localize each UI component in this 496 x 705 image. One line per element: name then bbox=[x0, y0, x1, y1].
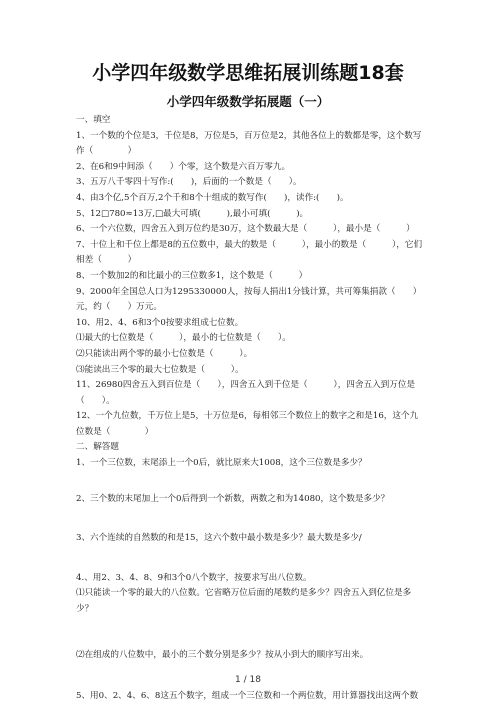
fill-question: 11、26980四舍五入到百位是（ ），四舍五入到千位是（ ），四舍五入到万位是（ ）。 bbox=[76, 380, 416, 406]
fill-question: 3、五万八千零四十写作:( )，后面的一个数是（ ）。 bbox=[76, 177, 302, 188]
fill-question: 4、由3个亿,5个百万,2个千和8个十组成的数写作( )，读作:( )。 bbox=[76, 192, 349, 203]
solve-subquestion: ⑴只能读一个零的最大的八位数。它省略万位后面的尾数约是多少？四舍五入到亿位是多少？ bbox=[76, 588, 412, 615]
answer-space bbox=[76, 507, 424, 531]
fill-question: 5、12□780≈13万,□最大可填( ),最小可填( )。 bbox=[76, 208, 309, 219]
section-heading-fill: 一、填空 bbox=[76, 115, 111, 125]
fill-subquestion: ⑴最大的七位数是（ ），最小的七位数是（ ）。 bbox=[76, 333, 291, 344]
answer-space bbox=[76, 472, 424, 492]
solve-question: 3、六个连续的自然数的和是15，这六个数中最小数是多少？最大数是多少/ bbox=[76, 533, 362, 544]
solve-subquestion: ⑵在组成的八位数中，最小的三个数分别是多少？按从小到大的顺序写出来。 bbox=[76, 649, 369, 660]
page-subtitle: 小学四年级数学拓展题（一） bbox=[166, 94, 330, 109]
fill-question: 12、一个九位数，千万位上是5，十万位是6，每相邻三个数位上的数字之和是16，这个九位数是（ ） bbox=[76, 411, 419, 437]
fill-question: 7、十位上和千位上都是8的五位数中，最大的数是（ ），最小的数是（ ），它们相差（ ） bbox=[76, 239, 423, 266]
answer-space bbox=[76, 618, 424, 648]
fill-question: 1、一个数的个位是3，千位是8，万位是5，百万位是2，其他各位上的数都是零，这个数写作（ ） bbox=[76, 130, 422, 157]
fill-question: 2、在6和9中间添（ ）个零，这个数是六百万零九。 bbox=[76, 161, 291, 172]
solve-question: 4.、用2、3、4、8、9和3个0八个数字，按要求写出八位数。 bbox=[76, 572, 312, 583]
page-number: 1 / 18 bbox=[235, 675, 261, 685]
solve-question: 1、一个三位数，末尾添上一个0后，就比原来大1008，这个三位数是多少？ bbox=[76, 458, 367, 469]
section-heading-solve: 二、解答题 bbox=[76, 442, 119, 453]
exercise-content bbox=[76, 113, 424, 705]
page-title: 小学四年级数学思维拓展训练题18套 bbox=[92, 62, 404, 84]
solve-question: 2、三个数的末尾加上一个0后得到一个新数，两数之和为14080，这个数是多少？ bbox=[76, 493, 390, 504]
answer-space bbox=[76, 547, 424, 571]
fill-question: 10、用2、4、6和3个0按要求组成七位数。 bbox=[76, 317, 244, 328]
fill-subquestion: ⑶能读出三个零的最大七位数是（ ）。 bbox=[76, 364, 244, 375]
fill-question: 9、2000年全国总人口为1295330000人，按每人捐出1分钱计算，共可筹集捐款（ ）元，约（ ）万元。 bbox=[76, 286, 422, 313]
fill-question: 6、一个六位数，四舍五入到万位约是30万，这个数最大是（ ），最小是（ ） bbox=[76, 224, 415, 235]
fill-question: 8、一个数加2的和比最小的三位数多1，这个数是（ ） bbox=[76, 270, 308, 281]
fill-subquestion: ⑵只能读出两个零的最小七位数是（ ）。 bbox=[76, 348, 253, 359]
solve-question: 5、用0、2、4、6、8这五个数字，组成一个三位数和一个两位数，用计算器找出这两个数 bbox=[76, 691, 419, 702]
